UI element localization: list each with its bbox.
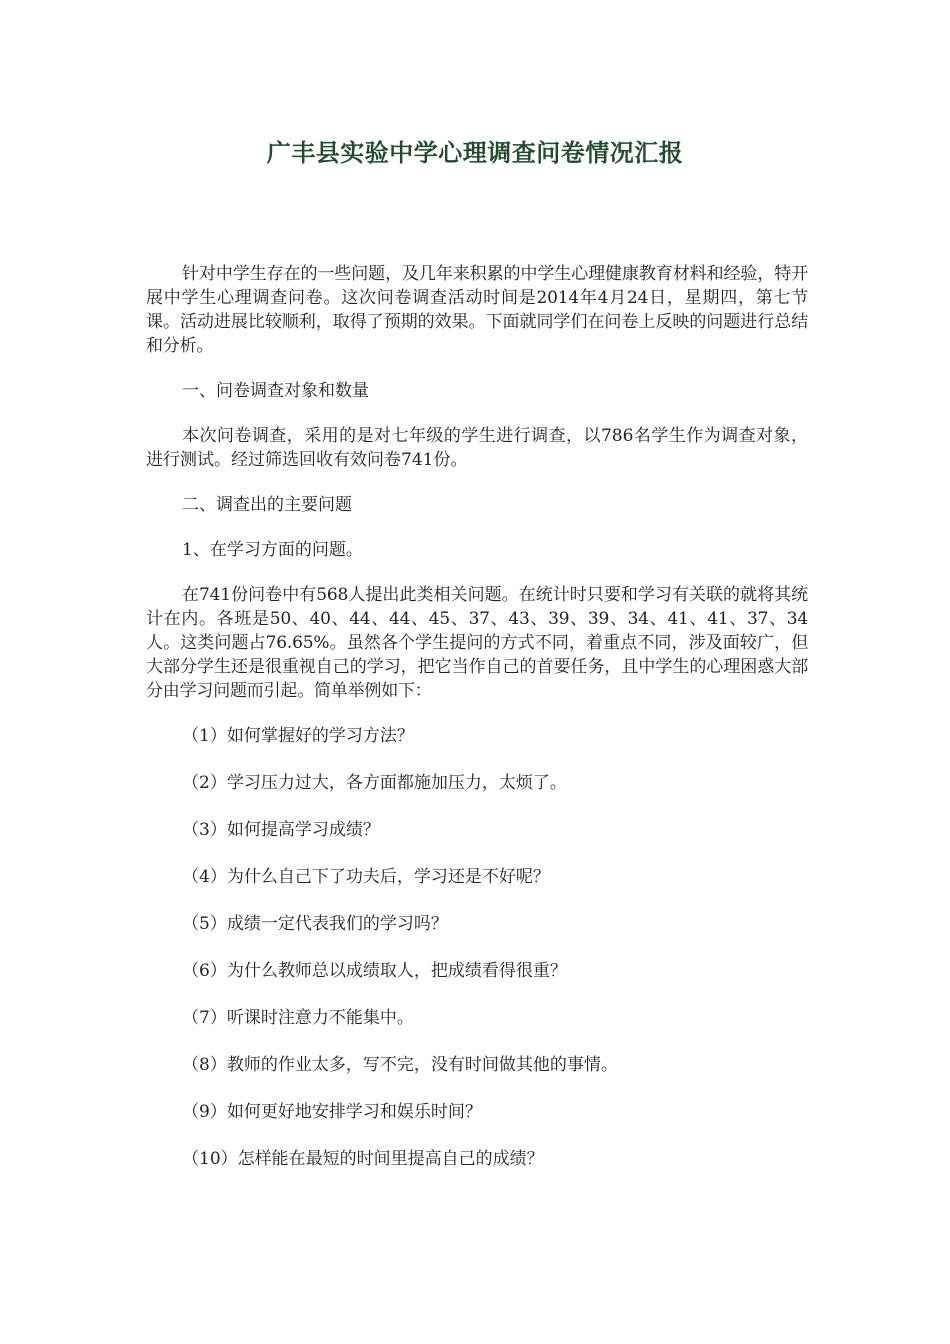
list-item-text: 如何掌握好的学习方法？ (226, 726, 414, 746)
document-title: 广丰县实验中学心理调查问卷情况汇报 (266, 138, 684, 167)
list-item-text: 怎样能在最短的时间里提高自己的成绩？ (237, 1149, 544, 1169)
list-item-number: （3） (182, 820, 227, 840)
list-item (146, 865, 808, 889)
list-item (146, 959, 808, 983)
list-item-number: （9） (182, 1102, 227, 1122)
list-item-text: 如何提高学习成绩？ (226, 820, 380, 840)
list-item-text: 为什么教师总以成绩取人，把成绩看得很重？ (226, 961, 567, 981)
question-list (146, 724, 808, 1171)
list-item (146, 1053, 808, 1077)
document-body (146, 262, 808, 1194)
list-item (146, 1147, 808, 1171)
section-1-heading: 一、问卷调查对象和数量 (182, 381, 369, 401)
list-item-number: （7） (182, 1008, 227, 1028)
list-item-number: （6） (182, 961, 227, 981)
section-2-heading: 二、调查出的主要问题 (182, 495, 352, 515)
list-item-text: 听课时注意力不能集中。 (226, 1008, 414, 1028)
list-item (146, 724, 808, 748)
list-item (146, 771, 808, 795)
list-item (146, 818, 808, 842)
list-item (146, 912, 808, 936)
list-item-text: 如何更好地安排学习和娱乐时间？ (226, 1102, 482, 1122)
section-1-paragraph: 本次问卷调查，采用的是对七年级的学生进行调查，以786名学生作为调查对象，进行测试。经过筛选回收有效问卷741份。 (146, 426, 808, 470)
subsection-1-heading: 1、在学习方面的问题。 (182, 540, 363, 560)
list-item-text: 学习压力过大，各方面都施加压力，太烦了。 (226, 773, 567, 793)
list-item-number: （8） (182, 1055, 227, 1075)
list-item-number: （5） (182, 914, 227, 934)
list-item-text: 为什么自己下了功夫后，学习还是不好呢？ (226, 867, 550, 887)
list-item-text: 成绩一定代表我们的学习吗？ (226, 914, 448, 934)
list-item-text: 教师的作业太多，写不完，没有时间做其他的事情。 (226, 1055, 618, 1075)
list-item (146, 1006, 808, 1030)
subsection-1-paragraph: 在741份问卷中有568人提出此类相关问题。在统计时只要和学习有关联的就将其统计在内。各班是50、40、44、44、45、37、43、39、39、34、41、41、37、34人。这类问题占76.65%。虽然各个学生提问的方式不同，着重点不同，涉及面较广，但大部分学生还是很重视自己的学习，把它当作自己的首要任务，且中学生的心理困惑大部分由学习问题而引起。简单举例如下： (146, 585, 808, 701)
list-item-number: （4） (182, 867, 227, 887)
list-item-number: （1） (182, 726, 227, 746)
list-item (146, 1100, 808, 1124)
intro-paragraph: 针对中学生存在的一些问题，及几年来积累的中学生心理健康教育材料和经验，特开展中学生心理调查问卷。这次问卷调查活动时间是2014年4月24日，星期四，第七节课。活动进展比较顺利，取得了预期的效果。下面就同学们在问卷上反映的问题进行总结和分析。 (146, 264, 808, 356)
list-item-number: （10） (182, 1149, 238, 1169)
list-item-number: （2） (182, 773, 227, 793)
